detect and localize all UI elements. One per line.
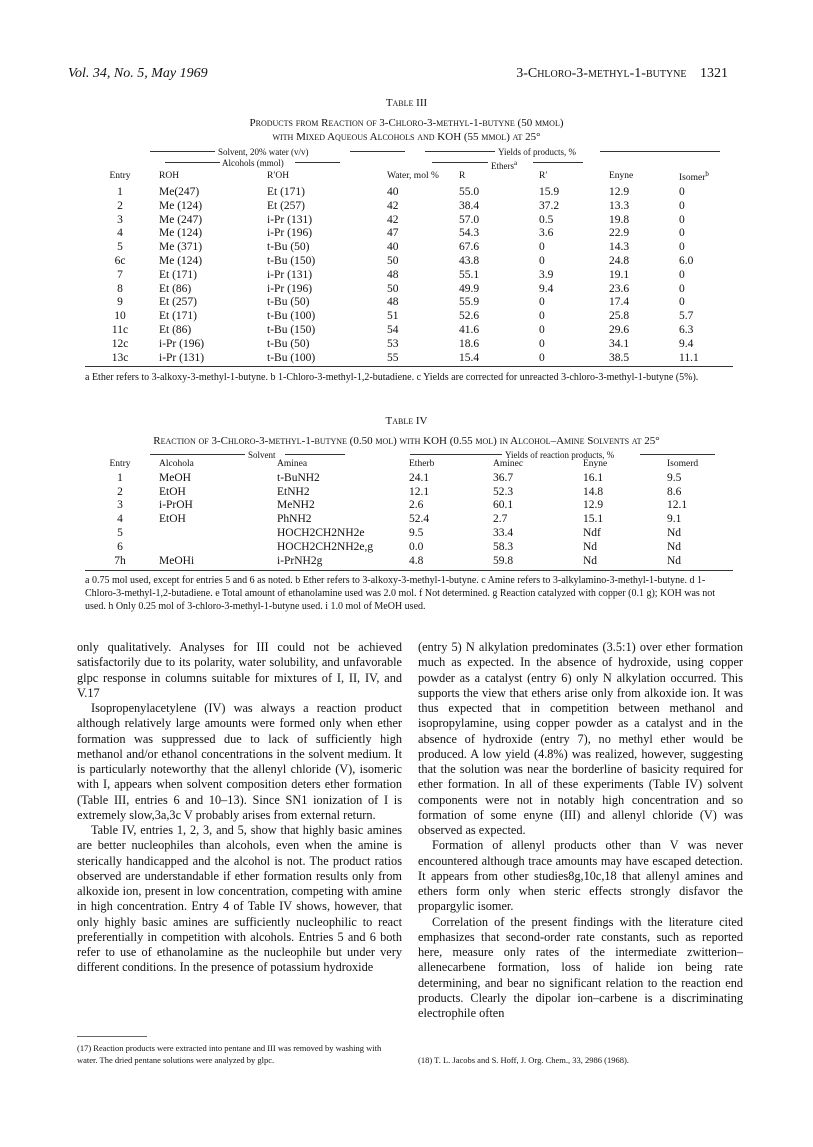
table3-cell: 29.6 (609, 323, 630, 336)
table3-cell: 0 (679, 185, 685, 198)
table3-cell: 37.2 (539, 199, 560, 212)
table3-cell: Et (86) (159, 323, 192, 336)
table3-cell: 15.4 (459, 351, 480, 364)
table3-row (85, 310, 733, 324)
table3-cell: 0 (539, 241, 545, 254)
table3-group-rule (600, 151, 720, 152)
table3-header-water: Water, mol % (387, 171, 439, 182)
table3-cell: 7 (117, 268, 123, 281)
table3-cell: 48 (387, 296, 399, 309)
table3-cell: 0 (679, 282, 685, 295)
table3-header-rprimeoh: R′OH (267, 171, 290, 182)
table4-row (85, 541, 733, 555)
table3-cell: 55.1 (459, 268, 480, 281)
table3-cell: 40 (387, 241, 399, 254)
table4-cell (155, 541, 273, 555)
table4-header-amine: Aminea (277, 459, 308, 469)
table3-cell: 0 (679, 268, 685, 281)
table3-cell: t-Bu (150) (267, 254, 316, 267)
journal-volume-header: Vol. 34, No. 5, May 1969 (68, 66, 208, 81)
table4-cell: 5 (117, 526, 123, 539)
table4-cell: EtOH (159, 485, 186, 498)
table4-row (85, 513, 733, 527)
table3-group-rule (350, 151, 405, 152)
table4-cell: 60.1 (493, 499, 514, 512)
table4-cell: 9.1 (667, 513, 682, 526)
table3-row (85, 324, 733, 338)
table3-group-rule (150, 151, 215, 152)
running-title-header (516, 66, 728, 82)
table4-cell: MeOHi (159, 554, 195, 567)
table4-cell: PhNH2 (277, 513, 312, 526)
table3-cell: t-Bu (100) (267, 310, 316, 323)
table3-cell: 0 (539, 310, 545, 323)
table3-cell: 50 (387, 282, 399, 295)
table3-row (85, 338, 733, 352)
table4-group-rule (285, 454, 345, 455)
footnote-rule (77, 1036, 147, 1037)
right-paragraph-3: Correlation of the present findings with the literature cited emphasizes that second-order rate constants, such as reported here, measure only rates of the intermediate zwitterion–allenecarbene formation, loss of halide ion being rate determining, and bear no significant relation to the reaction end products. Clearly the dipolar ion–carbene is a discriminating electrophile often (418, 914, 743, 1020)
table3-cell: 12.9 (609, 185, 630, 198)
table3-header-entry: Entry (109, 171, 131, 182)
table3-cell: Et (171) (159, 310, 198, 323)
table3-cell: Me (124) (159, 199, 203, 212)
table3-group-rule (165, 162, 220, 163)
table4-cell: EtOH (159, 513, 186, 526)
table3-cell: Et (257) (159, 296, 198, 309)
table3-ethers-label: Ethers (491, 161, 514, 171)
table3-cell: 51 (387, 310, 399, 323)
table3-cell: 3.9 (539, 268, 554, 281)
table4-group-yields: Yields of reaction products, % (505, 450, 615, 460)
table4-cell: 4 (117, 513, 123, 526)
table3-cell: 3.6 (539, 227, 554, 240)
table4-cell: EtNH2 (277, 485, 310, 498)
table3-cell: 6c (114, 254, 126, 267)
table3-cell: 23.6 (609, 282, 630, 295)
table3-row (85, 352, 733, 366)
table3-header-roh: ROH (159, 171, 180, 182)
table3-row (85, 241, 733, 255)
table3-cell: 12c (111, 337, 129, 350)
table4-group-rule (640, 454, 715, 455)
right-paragraph-2: Formation of allenyl products other than V was never encountered although trace amounts may have escaped detection. It appears from other studies8g,10c,18 that allenyl amines and ethers form only when steric effects strongly disfavor the propargylic isomer. (418, 838, 743, 914)
table4-row (85, 499, 733, 513)
table4-label: Table IV (385, 415, 428, 427)
table4-cell: 9.5 (409, 526, 424, 539)
table3-cell: 25.8 (609, 310, 630, 323)
table4-cell: 52.4 (409, 513, 430, 526)
table3-cell: 40 (387, 185, 399, 198)
table3-label: Table III (385, 97, 428, 109)
footnote-17: (17) Reaction products were extracted into pentane and III was removed by washing with water. The dried pentane solutions were analyzed by glpc. (77, 1043, 382, 1065)
table4-cell: i-PrOH (159, 499, 193, 512)
page-number: 1321 (700, 66, 728, 81)
table4-bottom-rule (85, 570, 733, 571)
table4-cell: Nd (667, 526, 682, 539)
left-paragraph-1: only qualitatively. Analyses for III could not be achieved satisfactorily due to its polarity, water solubility, and unfavorable glpc response in columns suitable for mixtures of I, II, IV, and V.17 (77, 640, 402, 700)
table3-cell: Me(247) (159, 185, 200, 198)
table4-cell: 9.5 (667, 471, 682, 484)
table4-cell: 1 (117, 471, 123, 484)
table4-cell: 16.1 (583, 471, 604, 484)
table3-footnote: a Ether refers to 3-alkoxy-3-methyl-1-butyne. b 1-Chloro-3-methyl-1,2-butadiene. c Yields are corrected for unreacted 3-chloro-3-methyl-1-butyne (5%). (85, 372, 699, 383)
table3-cell: 13.3 (609, 199, 630, 212)
footnote-18: (18) T. L. Jacobs and S. Hoff, J. Org. Chem., 33, 2986 (1968). (418, 1055, 629, 1065)
table3-cell: 1 (117, 185, 123, 198)
table3-cell: 55.9 (459, 296, 480, 309)
table3-cell: t-Bu (50) (267, 296, 310, 309)
table3-cell: 8 (117, 282, 123, 295)
table3-cell: 0 (539, 323, 545, 336)
table3-cell: 57.0 (459, 213, 480, 226)
table3-cell: 22.9 (609, 227, 630, 240)
table3-cell: 42 (387, 213, 399, 226)
table3-cell: 49.9 (459, 282, 480, 295)
table3-cell: 5 (117, 241, 123, 254)
left-text-column (77, 640, 402, 976)
table3-cell: 54 (387, 323, 399, 336)
table3-cell: 4 (117, 227, 123, 240)
table4-cell: MeNH2 (277, 499, 315, 512)
table3-cell: 0 (679, 296, 685, 309)
table3-cell: 10 (114, 310, 126, 323)
table3-cell: 53 (387, 337, 399, 350)
table3-cell: Me (247) (159, 213, 203, 226)
right-paragraph-1: (entry 5) N alkylation predominates (3.5:1) over ether formation much as expected. In the absence of hydroxide, using copper powder as a catalyst (entry 6) only N alkylation occurred. This supports the view that ethers arise only from alkoxide ion. It was thus expected that in competition between methanol and isopropylamine, using copper powder as a catalyst and in the absence of hydroxide (entry 7), no methyl ether would be produced. A low yield (4.8%) was realized, however, suggesting that the solution was near the borderline of basicity required for ether formation. In all of these experiments (Table IV) solvent components were not in notably high concentration and so formation of some enyne (III) and allenyl chloride (V) was observed as expected. (418, 640, 743, 837)
table4-cell: i-PrNH2g (277, 554, 323, 567)
table3-cell: 15.9 (539, 185, 560, 198)
table4-cell: HOCH2CH2NH2e (277, 526, 365, 539)
table3-header-isomer-text: Isomer (679, 173, 706, 184)
table4-group-rule (150, 454, 245, 455)
table4-header-ether: Etherb (409, 459, 435, 469)
table3-cell: 54.3 (459, 227, 480, 240)
table3-cell: 17.4 (609, 296, 630, 309)
table3-cell: 48 (387, 268, 399, 281)
table3-cell: Et (86) (159, 282, 192, 295)
table3-cell: Me (124) (159, 254, 203, 267)
table3-header-enyne: Enyne (609, 171, 634, 182)
table4-row (85, 555, 733, 569)
table3-row (85, 269, 733, 283)
table4-header-amine-yield: Aminec (493, 459, 524, 469)
table4-cell: 4.8 (409, 554, 424, 567)
table3-caption-line1: Products from Reaction of 3-Chloro-3-methyl-1-butyne (50 mmol) (249, 117, 564, 129)
table3-cell: t-Bu (50) (267, 241, 310, 254)
table3-cell: 18.6 (459, 337, 480, 350)
table3-row (85, 214, 733, 228)
table3-group-alcohols: Alcohols (mmol) (222, 158, 284, 168)
table3-cell: t-Bu (150) (267, 323, 316, 336)
table4-cell: 0.0 (409, 540, 424, 553)
table3-header-r: R (459, 171, 466, 182)
table3-row (85, 283, 733, 297)
table4-cell: 12.1 (667, 499, 688, 512)
table3-row (85, 255, 733, 269)
table4 (85, 458, 733, 568)
table3-cell: 24.8 (609, 254, 630, 267)
table4-header-alcohol: Alcohola (159, 459, 194, 469)
table4-cell: 14.8 (583, 485, 604, 498)
table4-cell: t-BuNH2 (277, 471, 320, 484)
table4-cell: 2.6 (409, 499, 424, 512)
table3-cell: Me (371) (159, 241, 203, 254)
table4-header-isomer: Isomerd (667, 459, 699, 469)
table4-group-solvent: Solvent (248, 450, 276, 460)
table4-cell: 24.1 (409, 471, 430, 484)
table3-cell: 0 (679, 213, 685, 226)
table3-cell: 11c (111, 323, 129, 336)
table3-cell: 43.8 (459, 254, 480, 267)
table3-cell: 19.8 (609, 213, 630, 226)
table3-cell: 0.5 (539, 213, 554, 226)
table3-cell: i-Pr (196) (267, 227, 313, 240)
table3-cell: 50 (387, 254, 399, 267)
left-paragraph-3: Table IV, entries 1, 2, 3, and 5, show that highly basic amines are better nucleophiles than alcohols, even when the amine is sterically handicapped and the alcohol is not. The product ratios observed are understandable if ether formation results only from alkoxide ion, present in low concentration, competing with amine in high concentration. Entry 4 of Table IV shows, however, that only highly basic amines are sufficiently nucleophilic to react preferentially in competition with alcohols. Entries 5 and 6 both refer to use of ethanolamine as the nucleophile but under very different conditions. In the presence of potassium hydroxide (77, 823, 402, 975)
table4-header-enyne: Enyne (583, 459, 608, 469)
table3-cell: 52.6 (459, 310, 480, 323)
table3-header-isomer: Isomer$^b$ (679, 170, 709, 184)
table4-group-rule (410, 454, 502, 455)
table4-cell: Nd (667, 540, 682, 553)
table3-cell: 0 (679, 199, 685, 212)
table3-group-yields: Yields of products, % (498, 147, 576, 157)
table3-cell: 19.1 (609, 268, 630, 281)
table4-header-entry: Entry (109, 459, 131, 469)
table3-cell: 11.1 (679, 351, 699, 364)
table4-cell: 2.7 (493, 513, 508, 526)
table3-cell: 41.6 (459, 323, 480, 336)
table3-cell: i-Pr (131) (159, 351, 205, 364)
table3-row (85, 200, 733, 214)
table3-cell: 14.3 (609, 241, 630, 254)
table3-caption-line2: with Mixed Aqueous Alcohols and KOH (55 mmol) at 25° (272, 131, 541, 143)
table4-row (85, 486, 733, 500)
table3-cell: 47 (387, 227, 399, 240)
table4-cell: Ndf (583, 526, 601, 539)
table3-cell: 38.4 (459, 199, 480, 212)
table3-cell: i-Pr (196) (159, 337, 205, 350)
table3-cell: 0 (539, 296, 545, 309)
table3-cell: 9.4 (539, 282, 554, 295)
table4-cell: 58.3 (493, 540, 514, 553)
table3-header-row (85, 168, 733, 186)
table3-cell: 6.3 (679, 323, 694, 336)
table4-cell: 12.9 (583, 499, 604, 512)
table4-footnote: a 0.75 mol used, except for entries 5 and 6 as noted. b Ether refers to 3-alkoxy-3-methyl-1-butyne. c Amine refers to 3-alkylamino-3-methyl-1-butyne. d 1-Chloro-3-methyl-1,2-butadiene. e Total amount of ethanolamine used was 2.0 mol. f Not determined. g Reaction catalyzed with copper (0.1 g); KOH was not used. h Only 0.25 mol of 3-chloro-3-methyl-1-butyne used. i 1.0 mol of MeOH used. (85, 575, 716, 612)
table3-cell: 2 (117, 199, 123, 212)
table4-cell: 12.1 (409, 485, 430, 498)
table3-cell: 6.0 (679, 254, 694, 267)
table3-cell: 0 (539, 351, 545, 364)
table4-row (85, 527, 733, 541)
table3-row (85, 186, 733, 200)
table3-cell: 55 (387, 351, 399, 364)
table3-cell: Et (257) (267, 199, 306, 212)
table4-caption: Reaction of 3-Chloro-3-methyl-1-butyne (0.50 mol) with KOH (0.55 mol) in Alcohol–Amine Solvents at 25° (153, 435, 660, 447)
table3-cell: 55.0 (459, 185, 480, 198)
table3-group-ethers: Ethers$^a$ (491, 159, 518, 171)
table3-group-rule (425, 151, 495, 152)
left-paragraph-2: Isopropenylacetylene (IV) was always a reaction product although relatively large amounts were formed only when ether formation was suppressed due to lack of sufficiently high methanol and/or ethanol concentrations in the solvent medium. It is particularly noteworthy that the allenyl chloride (V), isomeric with I, appears when solvent composition deters ether formation (Table III, entries 6 and 10–13). Since SN1 ionization of I is extremely slow,3a,3c V probably arises from external return. (77, 701, 402, 822)
table3-cell: 42 (387, 199, 399, 212)
table3-cell: 0 (679, 227, 685, 240)
table4-cell: 15.1 (583, 513, 604, 526)
table3-cell: 0 (539, 337, 545, 350)
table4-cell: 6 (117, 540, 123, 553)
table4-cell: 52.3 (493, 485, 514, 498)
table4-row (85, 472, 733, 486)
table3-row (85, 296, 733, 310)
table3 (85, 168, 733, 365)
table4-cell: MeOH (159, 471, 191, 484)
table4-cell: 2 (117, 485, 123, 498)
table3-group-solvent: Solvent, 20% water (v/v) (218, 147, 309, 157)
table3-cell: 13c (111, 351, 129, 364)
table3-header-rprime: R′ (539, 171, 548, 182)
table3-bottom-rule (85, 366, 733, 367)
table3-cell: 0 (539, 254, 545, 267)
table3-cell: t-Bu (100) (267, 351, 316, 364)
table4-cell: 59.8 (493, 554, 514, 567)
table3-group-rule (432, 162, 488, 163)
table3-cell: Me (124) (159, 227, 203, 240)
table4-cell: 8.6 (667, 485, 682, 498)
table3-cell: 34.1 (609, 337, 630, 350)
table4-header-row (85, 458, 733, 472)
table3-cell: i-Pr (196) (267, 282, 313, 295)
table3-cell: 9 (117, 296, 123, 309)
table4-cell: 7h (114, 554, 126, 567)
table3-cell: 0 (679, 241, 685, 254)
running-title: 3-Chloro-3-methyl-1-butyne (516, 66, 687, 81)
table3-group-rule (295, 162, 340, 163)
table4-cell: 36.7 (493, 471, 514, 484)
right-text-column (418, 640, 743, 1021)
table3-row (85, 227, 733, 241)
table4-cell: Nd (667, 554, 682, 567)
table3-cell: 3 (117, 213, 123, 226)
table4-cell: Nd (583, 540, 598, 553)
table3-cell: t-Bu (50) (267, 337, 310, 350)
table4-cell: Nd (583, 554, 598, 567)
table4-cell: 33.4 (493, 526, 514, 539)
table4-cell: 3 (117, 499, 123, 512)
table3-cell: 67.6 (459, 241, 480, 254)
table3-cell: 38.5 (609, 351, 630, 364)
table3-cell: i-Pr (131) (267, 213, 313, 226)
table3-cell: Et (171) (159, 268, 198, 281)
table4-cell: HOCH2CH2NH2e,g (277, 540, 374, 553)
table3-cell: i-Pr (131) (267, 268, 313, 281)
table3-group-rule (533, 162, 583, 163)
table3-cell: 5.7 (679, 310, 694, 323)
table4-cell (155, 527, 273, 541)
table3-cell: 9.4 (679, 337, 694, 350)
table3-cell: Et (171) (267, 185, 306, 198)
